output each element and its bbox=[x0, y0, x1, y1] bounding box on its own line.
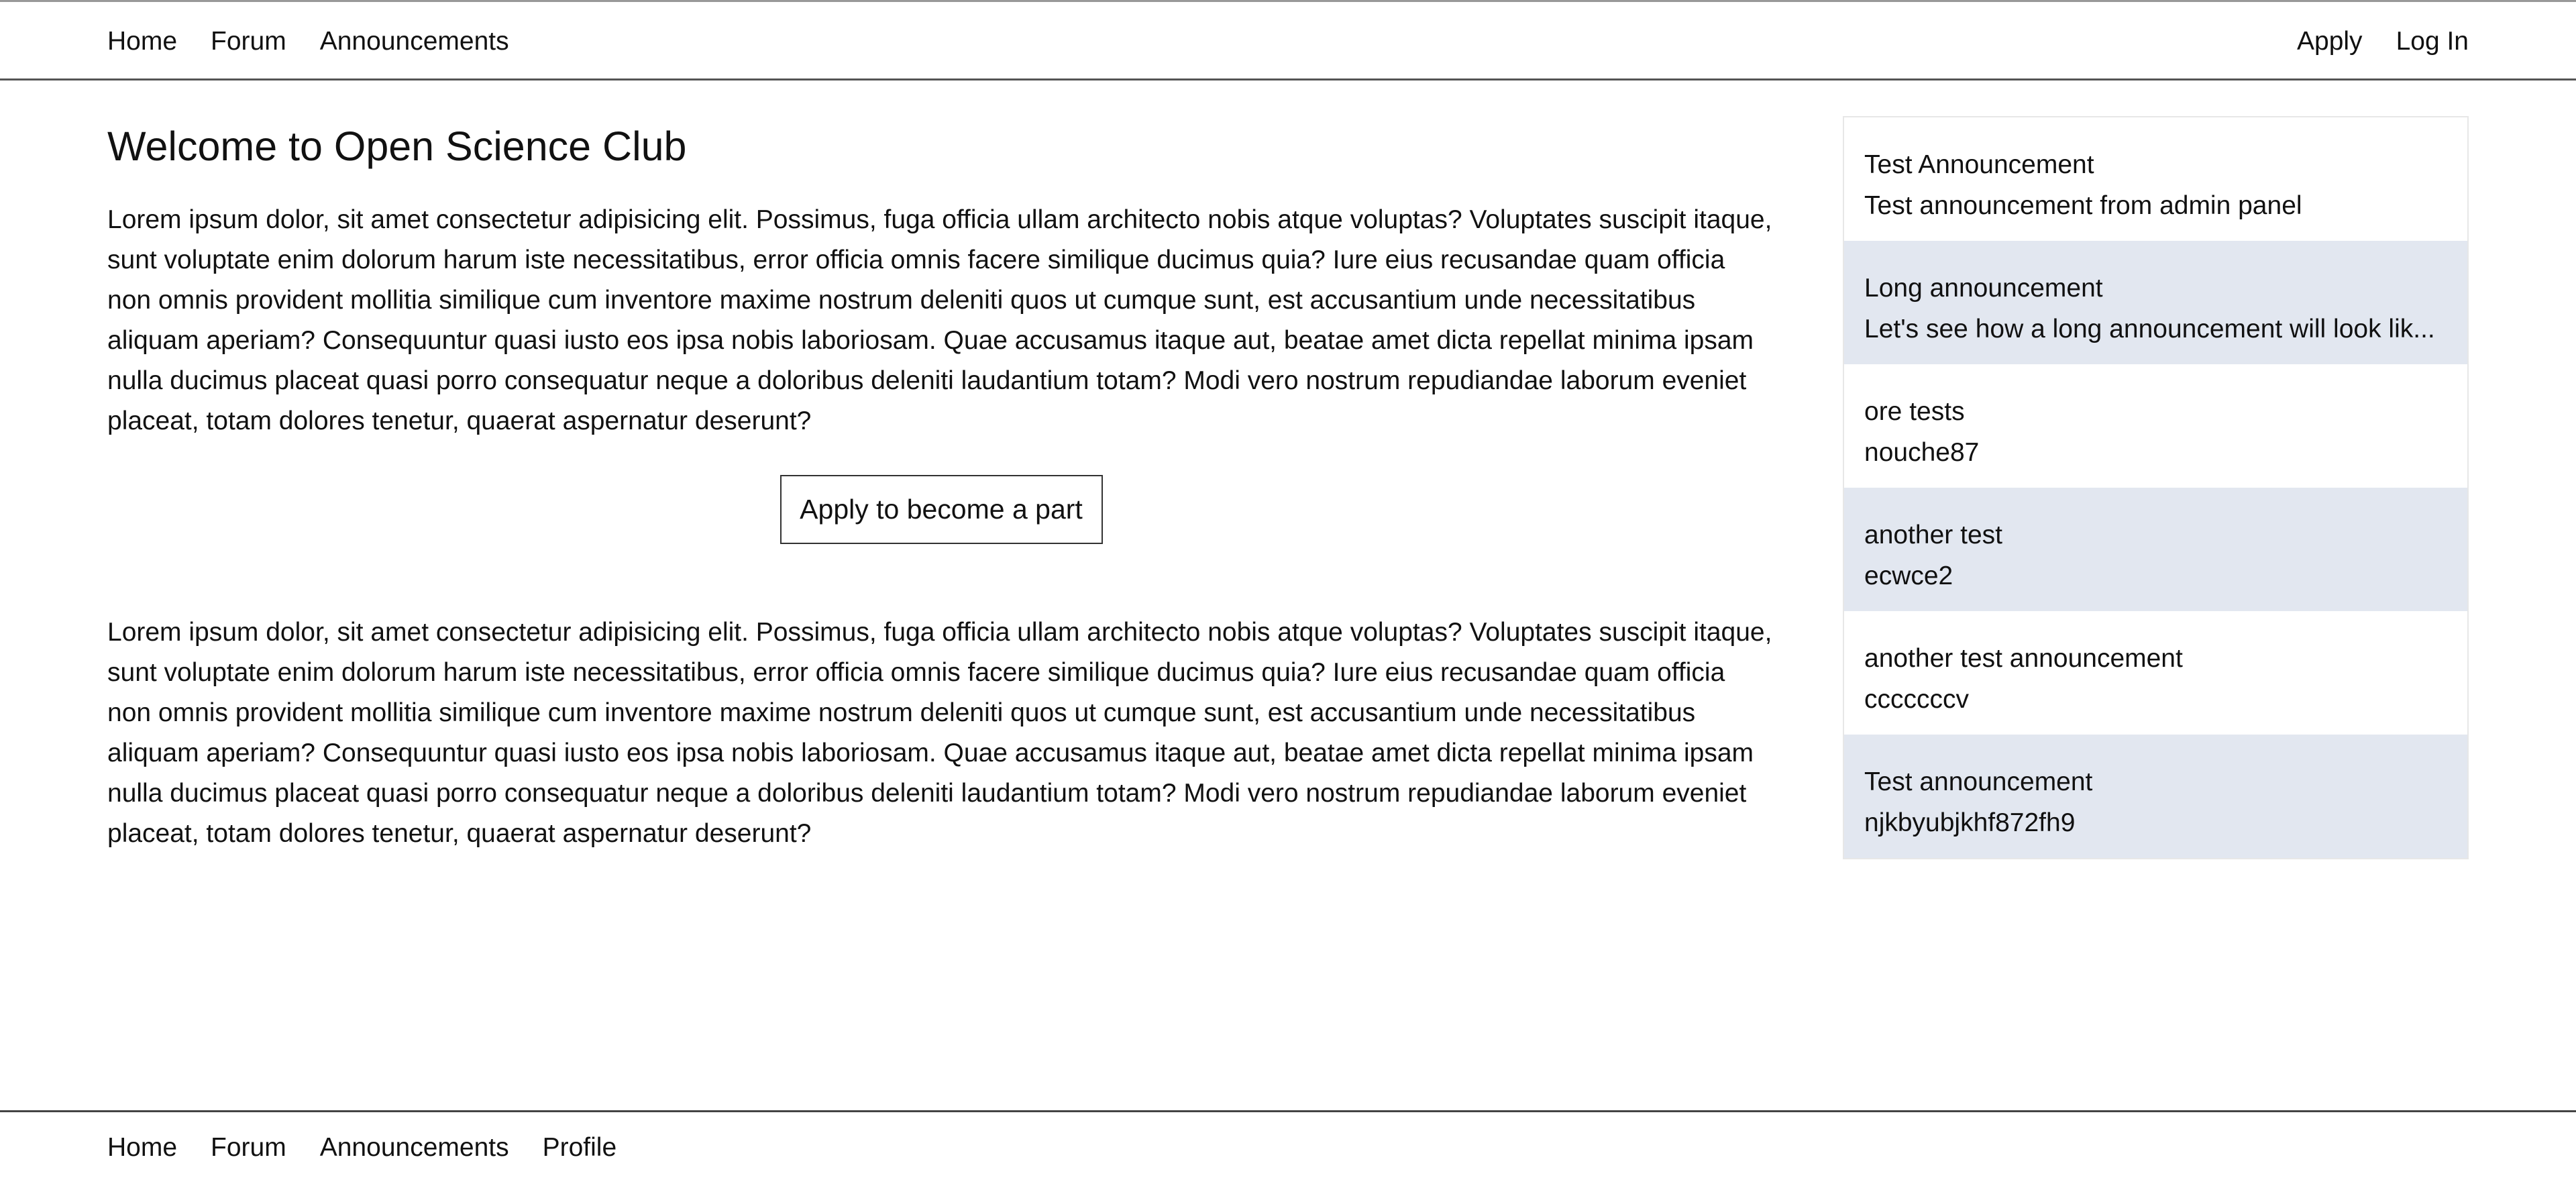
footer-forum-link[interactable]: Forum bbox=[211, 1132, 286, 1162]
footer bbox=[0, 1110, 2576, 1182]
announcement-item[interactable] bbox=[1844, 364, 2467, 488]
nav-login-link[interactable]: Log In bbox=[2396, 27, 2469, 56]
footer-navigation bbox=[107, 1112, 650, 1182]
nav-home-link[interactable]: Home bbox=[107, 27, 178, 56]
announcement-title: Test Announcement bbox=[1864, 150, 2094, 179]
announcement-title: ore tests bbox=[1864, 397, 1965, 426]
nav-announcements-link[interactable]: Announcements bbox=[319, 27, 509, 56]
main-content bbox=[107, 121, 1775, 854]
top-navigation bbox=[0, 0, 2576, 80]
secondary-paragraph: Lorem ipsum dolor, sit amet consectetur adipisicing elit. Possimus, fuga officia ullam architecto nobis atque voluptas? Voluptates suscipit itaque, sunt voluptate enim dolorum harum iste necessitatibus, error officia omnis facere similique ducimus quia? Iure eius recusandae quam officia non omnis provident mollitia similique cum inventore maxime nostrum deleniti quos ut cumque sunt, est accusantium unde necessitatibus aliquam aperiam? Consequuntur quasi iusto eos ipsa nobis laboriosam. Quae accusamus itaque aut, beatae amet dicta repellat minima ipsam nulla ducimus placeat quasi porro consequatur neque a doloribus deleniti laudantium totam? Modi vero nostrum repudiandae laborum eveniet placeat, totam dolores tenetur, quaerat aspernatur deserunt? bbox=[107, 618, 1772, 848]
footer-announcements-link[interactable]: Announcements bbox=[319, 1132, 509, 1162]
announcement-body: cccccccv bbox=[1864, 685, 1969, 714]
apply-cta-container bbox=[107, 475, 1775, 544]
announcement-body: ecwce2 bbox=[1864, 561, 1953, 590]
intro-paragraph: Lorem ipsum dolor, sit amet consectetur adipisicing elit. Possimus, fuga officia ullam architecto nobis atque voluptas? Voluptates suscipit itaque, sunt voluptate enim dolorum harum iste necessitatibus, error officia omnis facere similique ducimus quia? Iure eius recusandae quam officia non omnis provident mollitia similique cum inventore maxime nostrum deleniti quos ut cumque sunt, est accusantium unde necessitatibus aliquam aperiam? Consequuntur quasi iusto eos ipsa nobis laboriosam. Quae accusamus itaque aut, beatae amet dicta repellat minima ipsam nulla ducimus placeat quasi porro consequatur neque a doloribus deleniti laudantium totam? Modi vero nostrum repudiandae laborum eveniet placeat, totam dolores tenetur, quaerat aspernatur deserunt? bbox=[107, 205, 1772, 435]
top-nav-left bbox=[107, 2, 543, 80]
apply-button[interactable]: Apply to become a part bbox=[780, 475, 1103, 544]
announcement-item[interactable] bbox=[1844, 241, 2467, 364]
nav-apply-link[interactable]: Apply bbox=[2297, 27, 2363, 56]
announcement-title: Test announcement bbox=[1864, 767, 2093, 796]
announcement-title: another test bbox=[1864, 521, 2002, 549]
announcement-body: nouche87 bbox=[1864, 438, 1980, 467]
announcement-body: Test announcement from admin panel bbox=[1864, 191, 2302, 220]
footer-profile-link[interactable]: Profile bbox=[542, 1132, 617, 1162]
announcement-item[interactable] bbox=[1844, 488, 2467, 611]
announcement-item[interactable] bbox=[1844, 611, 2467, 735]
announcement-item[interactable] bbox=[1844, 735, 2467, 858]
announcements-list bbox=[1843, 116, 2469, 859]
announcement-body: njkbyubjkhf872fh9 bbox=[1864, 808, 2076, 837]
announcement-body: Let's see how a long announcement will look lik... bbox=[1864, 315, 2435, 343]
announcement-item[interactable] bbox=[1844, 117, 2467, 241]
announcement-title: another test announcement bbox=[1864, 644, 2183, 673]
page-title: Welcome to Open Science Club bbox=[107, 123, 687, 169]
announcement-title: Long announcement bbox=[1864, 274, 2103, 303]
top-nav-right bbox=[2263, 2, 2469, 80]
footer-home-link[interactable]: Home bbox=[107, 1132, 178, 1162]
nav-forum-link[interactable]: Forum bbox=[211, 27, 286, 56]
